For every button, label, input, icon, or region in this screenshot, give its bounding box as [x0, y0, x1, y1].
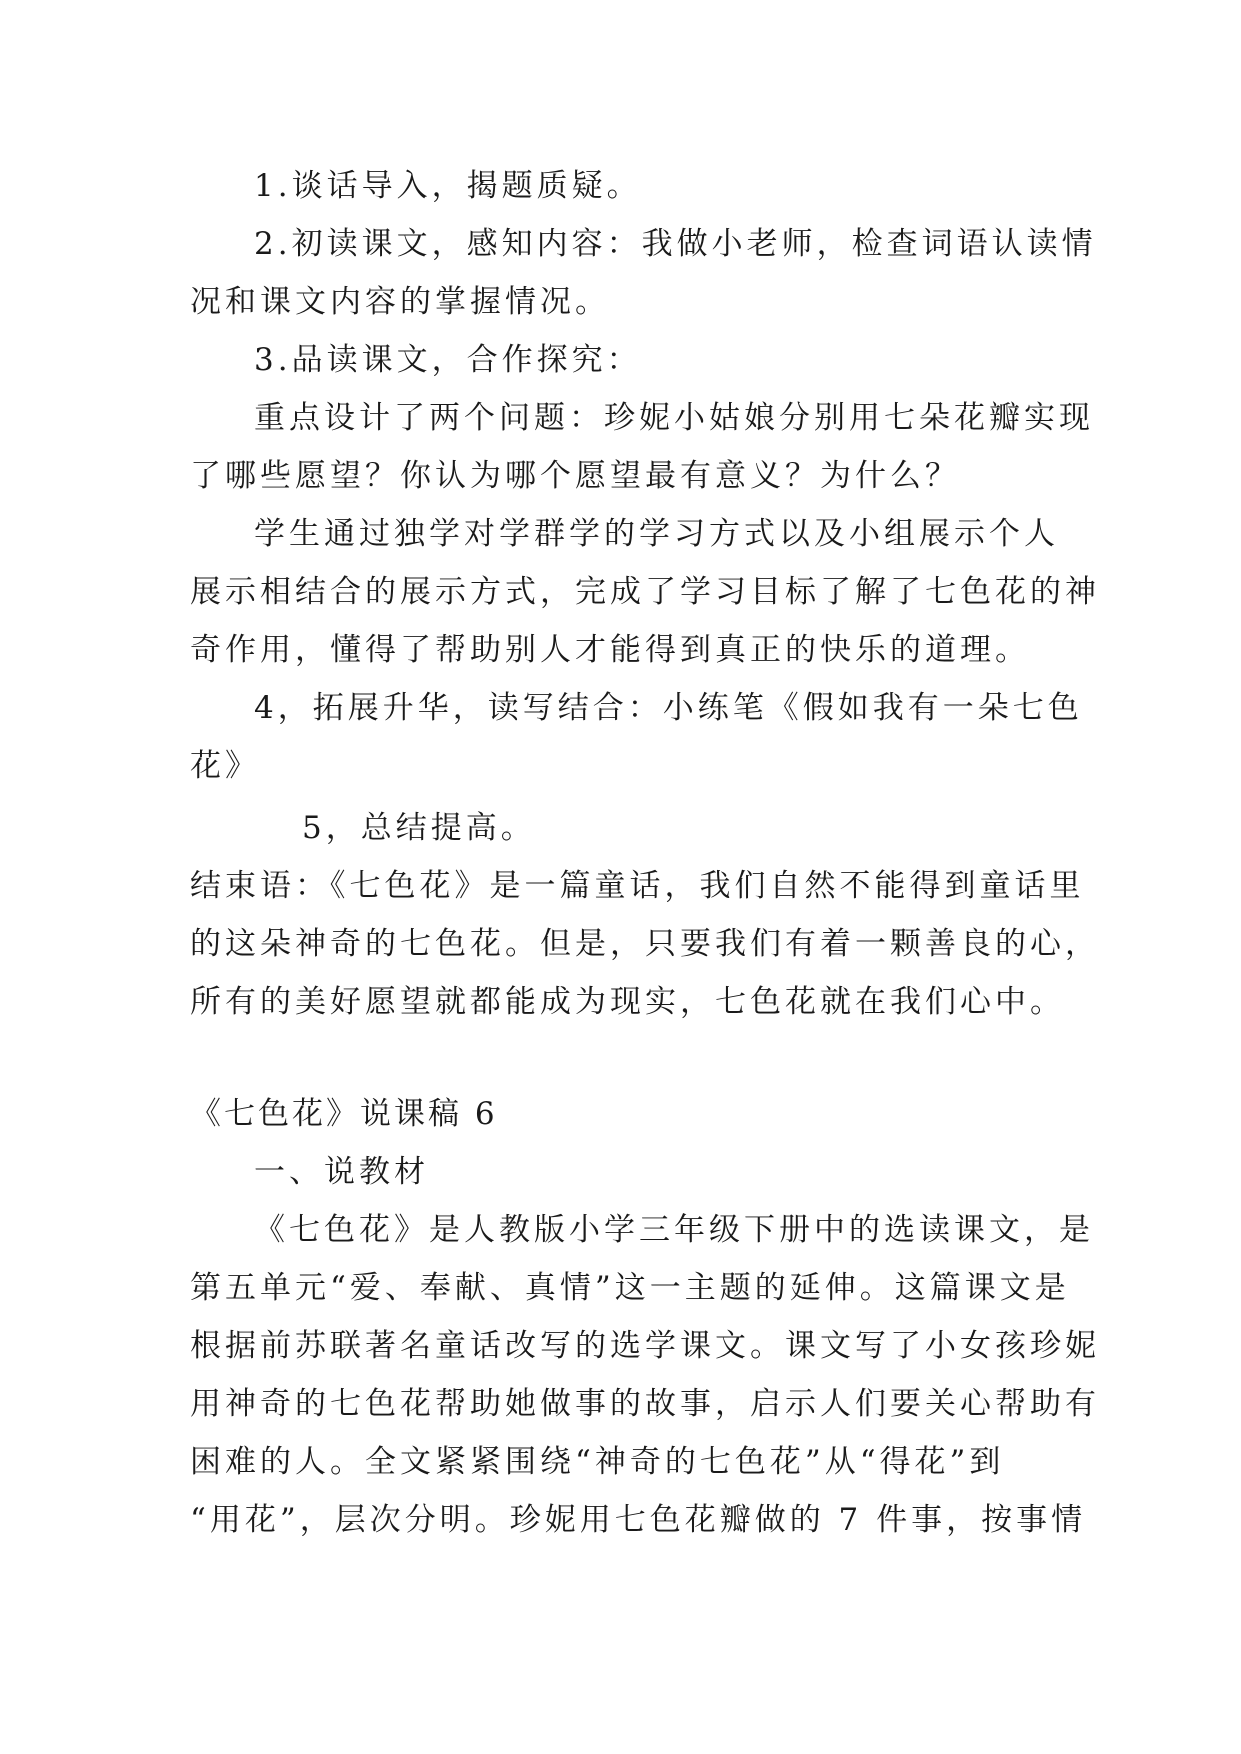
text-line: 4，拓展升华，读写结合：小练笔《假如我有一朵七色 [254, 690, 1083, 726]
text-line: 的这朵神奇的七色花。但是，只要我们有着一颗善良的心， [190, 926, 1100, 962]
text-line: 了哪些愿望？你认为哪个愿望最有意义？为什么？ [190, 458, 960, 494]
text-line: 《七色花》是人教版小学三年级下册中的选读课文，是 [254, 1212, 1094, 1248]
text-line: 2.初读课文，感知内容：我做小老师，检查词语认读情 [254, 226, 1097, 262]
section-title: 《七色花》说课稿 6 [190, 1096, 498, 1132]
text-line: 学生通过独学对学群学的学习方式以及小组展示个人 [254, 516, 1059, 552]
text-line: 况和课文内容的掌握情况。 [190, 284, 610, 320]
text-line: “用花”，层次分明。珍妮用七色花瓣做的 7 件事，按事情 [190, 1502, 1087, 1538]
text-line: 重点设计了两个问题：珍妮小姑娘分别用七朵花瓣实现 [254, 400, 1094, 436]
text-line: 结束语：《七色花》是一篇童话，我们自然不能得到童话里 [190, 868, 1085, 904]
text-line: 第五单元“爱、奉献、真情”这一主题的延伸。这篇课文是 [190, 1270, 1070, 1306]
text-line: 展示相结合的展示方式，完成了学习目标了解了七色花的神 [190, 574, 1100, 610]
text-line: 奇作用，懂得了帮助别人才能得到真正的快乐的道理。 [190, 632, 1030, 668]
text-line: 困难的人。全文紧紧围绕“神奇的七色花”从“得花”到 [190, 1444, 1005, 1480]
text-line: 所有的美好愿望就都能成为现实，七色花就在我们心中。 [190, 984, 1065, 1020]
text-line: 1.谈话导入，揭题质疑。 [254, 168, 642, 204]
text-line: 用神奇的七色花帮助她做事的故事，启示人们要关心帮助有 [190, 1386, 1100, 1422]
text-line: 5，总结提高。 [302, 810, 536, 846]
text-line: 花》 [190, 748, 260, 784]
section-heading: 一、说教材 [254, 1154, 429, 1190]
text-line: 根据前苏联著名童话改写的选学课文。课文写了小女孩珍妮 [190, 1328, 1100, 1364]
text-line: 3.品读课文，合作探究： [254, 342, 642, 378]
